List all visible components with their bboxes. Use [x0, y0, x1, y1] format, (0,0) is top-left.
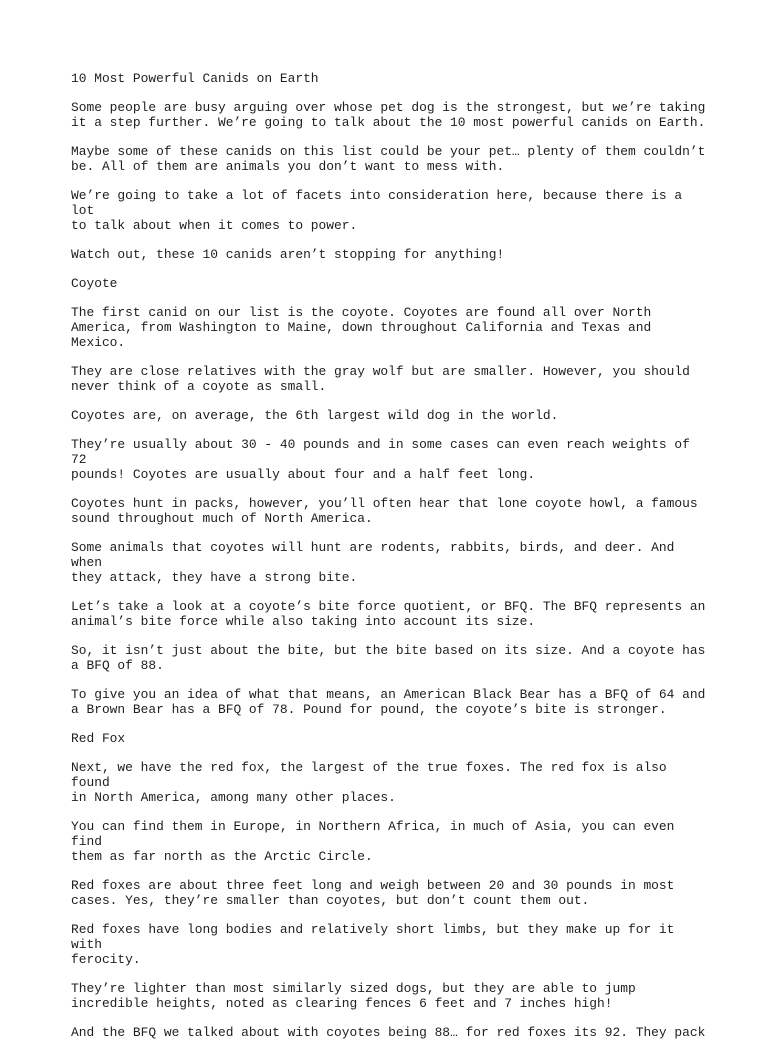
paragraph: Maybe some of these canids on this list could be your pet… plenty of them couldn’t be. All of them are animals you don’t want to mess with.: [71, 144, 706, 174]
paragraph: Coyotes hunt in packs, however, you’ll often hear that lone coyote howl, a famous sound throughout much of North America.: [71, 496, 698, 526]
section-heading-coyote: Coyote: [71, 276, 118, 291]
paragraph: So, it isn’t just about the bite, but the bite based on its size. And a coyote has a BFQ of 88.: [71, 643, 706, 673]
paragraph: Some people are busy arguing over whose pet dog is the strongest, but we’re taking it a step further. We’re going to talk about the 10 most powerful canids on Earth.: [71, 100, 706, 130]
paragraph: They are close relatives with the gray wolf but are smaller. However, you should never think of a coyote as small.: [71, 364, 690, 394]
paragraph: Coyotes are, on average, the 6th largest wild dog in the world.: [71, 408, 559, 423]
paragraph: To give you an idea of what that means, an American Black Bear has a BFQ of 64 and a Brown Bear has a BFQ of 78. Pound for pound, the coyote’s bite is stronger.: [71, 687, 706, 717]
paragraph: Red foxes are about three feet long and weigh between 20 and 30 pounds in most cases. Yes, they’re smaller than coyotes, but don’t count them out.: [71, 878, 675, 908]
paragraph: The first canid on our list is the coyote. Coyotes are found all over North America, from Washington to Maine, down throughout California and Texas and Mexico.: [71, 305, 652, 350]
document-page: [71, 71, 711, 1040]
paragraph: They’re lighter than most similarly sized dogs, but they are able to jump incredible heights, noted as clearing fences 6 feet and 7 inches high!: [71, 981, 636, 1011]
section-heading-red-fox: Red Fox: [71, 731, 126, 746]
paragraph: We’re going to take a lot of facets into consideration here, because there is a lot to talk about when it comes to power.: [71, 188, 683, 233]
paragraph: You can find them in Europe, in Northern Africa, in much of Asia, you can even find them as far north as the Arctic Circle.: [71, 819, 675, 864]
paragraph: They’re usually about 30 - 40 pounds and in some cases can even reach weights of 72 pounds! Coyotes are usually about four and a half feet long.: [71, 437, 690, 482]
paragraph: Some animals that coyotes will hunt are rodents, rabbits, birds, and deer. And when they attack, they have a strong bite.: [71, 540, 675, 585]
document-title: 10 Most Powerful Canids on Earth: [71, 71, 319, 86]
paragraph: Red foxes have long bodies and relatively short limbs, but they make up for it with ferocity.: [71, 922, 675, 967]
paragraph: Watch out, these 10 canids aren’t stopping for anything!: [71, 247, 505, 262]
paragraph: Next, we have the red fox, the largest of the true foxes. The red fox is also found in North America, among many other places.: [71, 760, 667, 805]
paragraph: And the BFQ we talked about with coyotes being 88… for red foxes its 92. They pack: [71, 1025, 706, 1040]
paragraph: Let’s take a look at a coyote’s bite force quotient, or BFQ. The BFQ represents an animal’s bite force while also taking into account its size.: [71, 599, 706, 629]
